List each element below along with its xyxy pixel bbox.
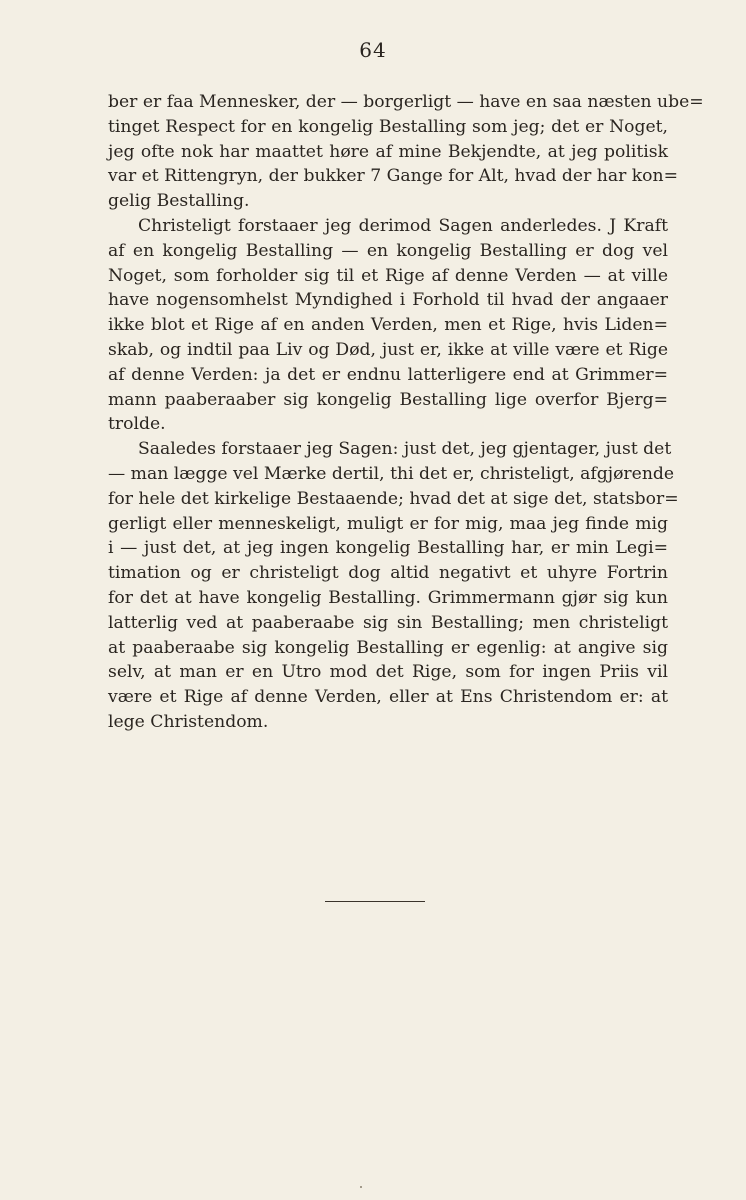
text-line: gelig Bestalling. bbox=[108, 191, 250, 212]
text-line: af en kongelig Bestalling — en kongelig Bestalling er dog vel bbox=[108, 240, 668, 261]
paragraph-3 bbox=[108, 437, 679, 735]
text-line: lege Christendom. bbox=[108, 711, 269, 732]
text-line: Saaledes forstaaer jeg Sagen: just det, jeg gjentager, just det bbox=[138, 439, 672, 460]
text-line: for det at have kongelig Bestalling. Grimmermann gjør sig kun bbox=[108, 587, 668, 608]
text-line: gerligt eller menneskeligt, muligt er for mig, maa jeg finde mig bbox=[108, 513, 668, 534]
text-line: være et Rige af denne Verden, eller at Ens Christendom er: at bbox=[108, 687, 668, 708]
paper-speck bbox=[360, 1186, 362, 1188]
text-line: at paaberaabe sig kongelig Bestalling er egenlig: at angive sig bbox=[108, 637, 668, 658]
text-line: af denne Verden: ja det er endnu latterligere end at Grimmer= bbox=[108, 364, 668, 385]
text-line: timation og er christeligt dog altid negativt et uhyre Fortrin bbox=[108, 563, 668, 584]
text-line: have nogensomhelst Myndighed i Forhold til hvad der angaaer bbox=[108, 290, 668, 311]
text-line: for hele det kirkelige Bestaaende; hvad det at sige det, statsbor= bbox=[108, 488, 679, 509]
text-line: trolde. bbox=[108, 414, 166, 435]
text-line: tinget Respect for en kongelig Bestalling som jeg; det er Noget, bbox=[108, 116, 668, 137]
page-number: 64 bbox=[359, 38, 387, 62]
text-line: mann paaberaaber sig kongelig Bestalling lige overfor Bjerg= bbox=[108, 389, 668, 410]
text-line: ikke blot et Rige af en anden Verden, men et Rige, hvis Liden= bbox=[108, 315, 668, 336]
text-line: jeg ofte nok har maattet høre af mine Bekjendte, at jeg politisk bbox=[108, 141, 668, 162]
text-line: — man lægge vel Mærke dertil, thi det er, christeligt, afgjørende bbox=[108, 463, 675, 484]
text-line: i — just det, at jeg ingen kongelig Bestalling har, er min Legi= bbox=[108, 538, 668, 559]
text-line: Christeligt forstaaer jeg derimod Sagen anderledes. J Kraft bbox=[138, 215, 668, 236]
text-line: Noget, som forholder sig til et Rige af denne Verden — at ville bbox=[108, 265, 668, 286]
text-line: selv, at man er en Utro mod det Rige, som for ingen Priis vil bbox=[108, 662, 668, 683]
end-rule-divider bbox=[325, 901, 425, 902]
paragraph-1 bbox=[108, 90, 704, 214]
paragraph-2 bbox=[108, 214, 668, 437]
text-line: latterlig ved at paaberaabe sig sin Bestalling; men christeligt bbox=[108, 612, 668, 633]
text-block bbox=[108, 90, 704, 735]
text-line: ber er faa Mennesker, der — borgerligt — have en saa næsten ube= bbox=[108, 92, 704, 112]
text-line: skab, og indtil paa Liv og Død, just er, ikke at ville være et Rige bbox=[108, 339, 668, 360]
text-line: var et Rittengryn, der bukker 7 Gange for Alt, hvad der har kon= bbox=[108, 166, 678, 187]
